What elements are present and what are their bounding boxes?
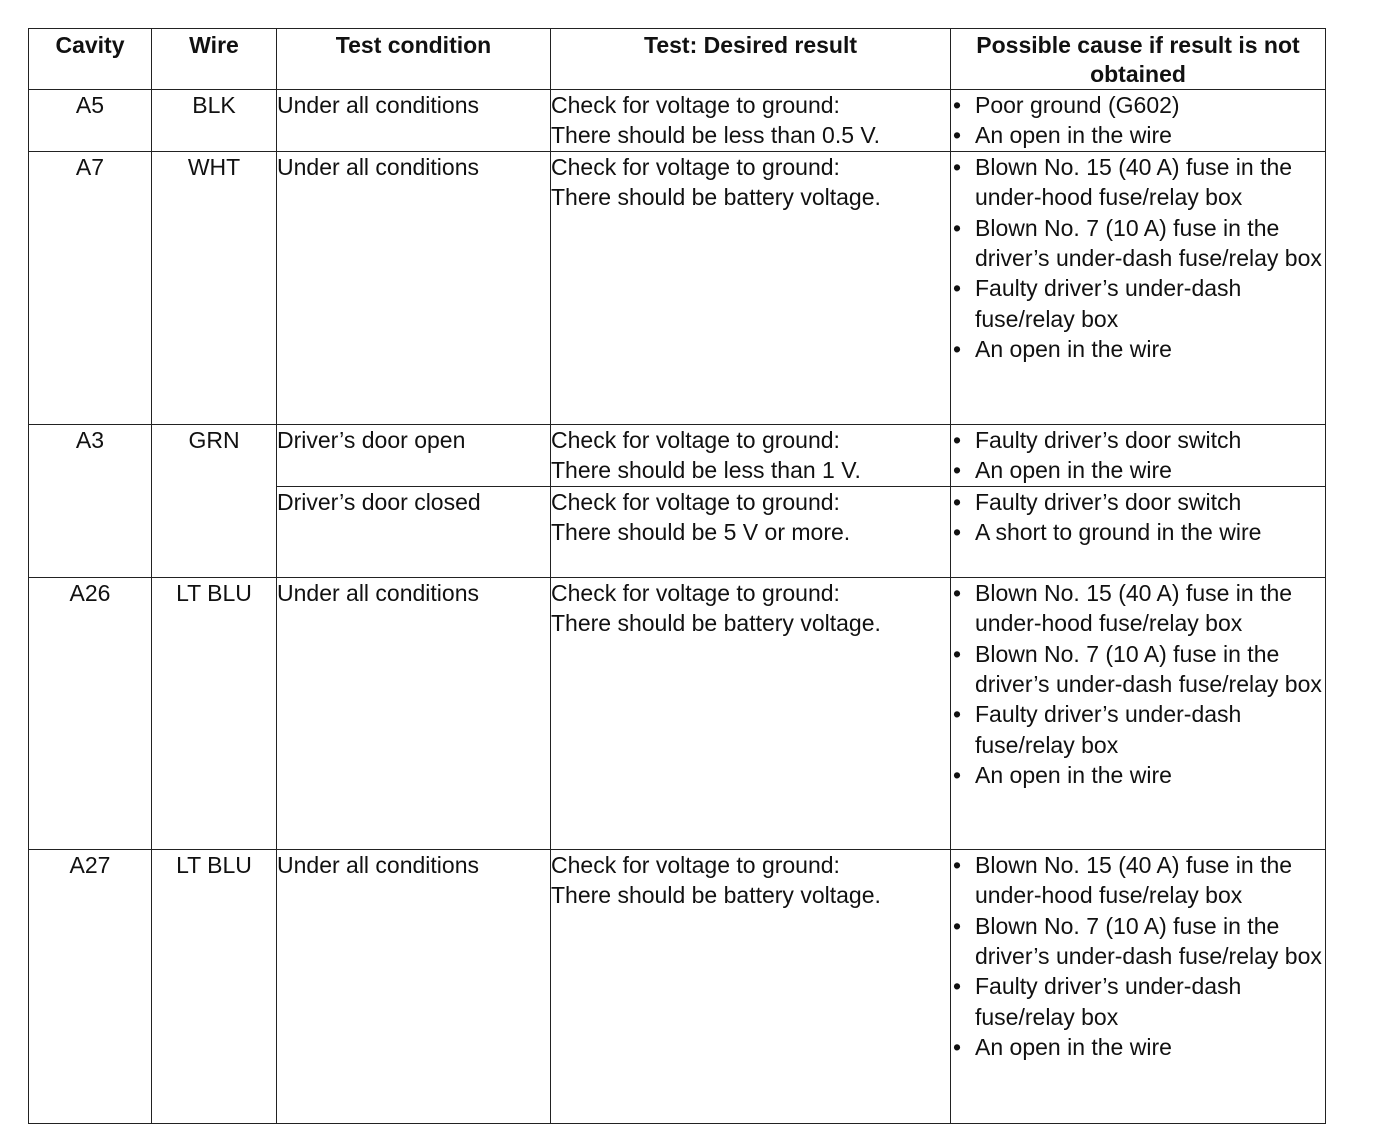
table-row <box>29 424 1326 486</box>
desired-result-cell <box>551 849 951 1123</box>
cause-item: • An open in the wire <box>951 334 1325 364</box>
cause-item: • Blown No. 7 (10 A) fuse in the driver’s under-dash fuse/relay box <box>951 213 1325 274</box>
header-wire: Wire <box>152 29 277 90</box>
test-condition-cell: Driver’s door closed <box>277 486 551 577</box>
result-line: There should be less than 0.5 V. <box>551 122 881 149</box>
header-cavity: Cavity <box>29 29 152 90</box>
cavity-cell: A7 <box>29 151 152 424</box>
result-line: Check for voltage to ground: <box>551 579 840 606</box>
wire-cell: WHT <box>152 151 277 424</box>
cavity-cell: A27 <box>29 849 152 1123</box>
desired-result-cell <box>551 424 951 486</box>
wire-cell: BLK <box>152 90 277 152</box>
possible-cause-cell <box>951 486 1326 577</box>
connector-test-table <box>28 28 1326 1124</box>
result-line: There should be 5 V or more. <box>551 519 851 546</box>
result-line: Check for voltage to ground: <box>551 851 840 878</box>
possible-cause-cell <box>951 151 1326 424</box>
cause-item: • An open in the wire <box>951 760 1325 790</box>
cause-item: • An open in the wire <box>951 120 1325 150</box>
table-row <box>29 849 1326 1123</box>
cause-item: • Blown No. 15 (40 A) fuse in the under-hood fuse/relay box <box>951 578 1325 639</box>
cause-item: • Faulty driver’s under-dash fuse/relay box <box>951 699 1325 760</box>
test-condition-cell: Under all conditions <box>277 577 551 849</box>
desired-result-cell <box>551 151 951 424</box>
test-condition-cell: Driver’s door open <box>277 424 551 486</box>
result-line: There should be battery voltage. <box>551 882 881 909</box>
table-body <box>29 90 1326 1124</box>
result-line: Check for voltage to ground: <box>551 426 840 453</box>
header-possible-cause: Possible cause if result is not obtained <box>951 29 1326 90</box>
cause-item: • Blown No. 15 (40 A) fuse in the under-hood fuse/relay box <box>951 850 1325 911</box>
cause-item: • Faulty driver’s door switch <box>951 487 1325 517</box>
test-condition-cell: Under all conditions <box>277 151 551 424</box>
table-row <box>29 151 1326 424</box>
cause-item: • An open in the wire <box>951 455 1325 485</box>
header-desired-result: Test: Desired result <box>551 29 951 90</box>
wire-cell: LT BLU <box>152 849 277 1123</box>
table-row <box>29 577 1326 849</box>
possible-cause-cell <box>951 577 1326 849</box>
cause-item: • An open in the wire <box>951 1032 1325 1062</box>
possible-cause-cell <box>951 90 1326 152</box>
cause-item: • Faulty driver’s door switch <box>951 425 1325 455</box>
wire-cell: GRN <box>152 424 277 577</box>
table-row <box>29 90 1326 152</box>
cause-item: • Faulty driver’s under-dash fuse/relay box <box>951 273 1325 334</box>
cavity-cell: A3 <box>29 424 152 577</box>
result-line: Check for voltage to ground: <box>551 488 840 515</box>
cause-item: • A short to ground in the wire <box>951 517 1325 547</box>
possible-cause-cell <box>951 849 1326 1123</box>
cause-item: • Poor ground (G602) <box>951 90 1325 120</box>
result-line: Check for voltage to ground: <box>551 153 840 180</box>
cause-item: • Faulty driver’s under-dash fuse/relay box <box>951 971 1325 1032</box>
desired-result-cell <box>551 577 951 849</box>
cause-item: • Blown No. 7 (10 A) fuse in the driver’s under-dash fuse/relay box <box>951 639 1325 700</box>
result-line: There should be less than 1 V. <box>551 457 861 484</box>
cause-item: • Blown No. 7 (10 A) fuse in the driver’s under-dash fuse/relay box <box>951 911 1325 972</box>
test-condition-cell: Under all conditions <box>277 90 551 152</box>
result-line: There should be battery voltage. <box>551 184 881 211</box>
possible-cause-cell <box>951 424 1326 486</box>
wire-cell: LT BLU <box>152 577 277 849</box>
desired-result-cell <box>551 90 951 152</box>
result-line: There should be battery voltage. <box>551 610 881 637</box>
desired-result-cell <box>551 486 951 577</box>
header-test-condition: Test condition <box>277 29 551 90</box>
test-condition-cell: Under all conditions <box>277 849 551 1123</box>
result-line: Check for voltage to ground: <box>551 92 840 118</box>
cause-item: • Blown No. 15 (40 A) fuse in the under-hood fuse/relay box <box>951 152 1325 213</box>
cavity-cell: A5 <box>29 90 152 152</box>
cavity-cell: A26 <box>29 577 152 849</box>
header-row <box>29 29 1326 90</box>
